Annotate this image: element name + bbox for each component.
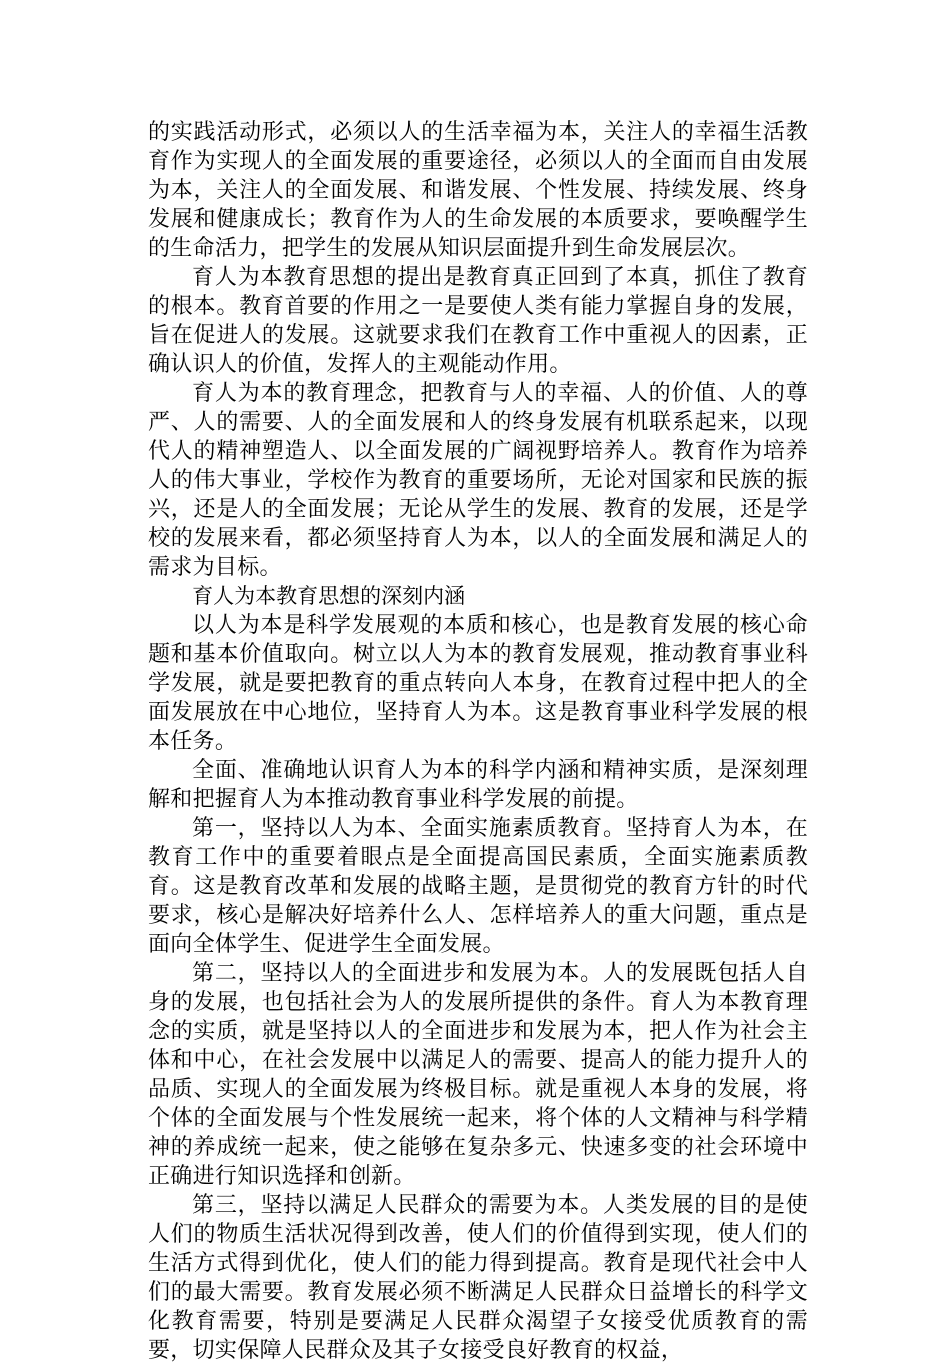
paragraph-point-one: 第一，坚持以人为本、全面实施素质教育。坚持育人为本，在教育工作中的重要着眼点是全面提高国民素质，全面实施素质教育。这是教育改革和发展的战略主题，是贯彻党的教育方针的时代要求，核心是解决好培养什么人、怎样培养人的重大问题，重点是面向全体学生、促进学生全面发展。	[148, 816, 808, 957]
paragraph: 全面、准确地认识育人为本的科学内涵和精神实质，是深刻理解和把握育人为本推动教育事业科学发展的前提。	[148, 758, 808, 812]
paragraph-point-two: 第二，坚持以人的全面进步和发展为本。人的发展既包括人自身的发展，也包括社会为人的发展所提供的条件。育人为本教育理念的实质，就是坚持以人的全面进步和发展为本，把人作为社会主体和中心，在社会发展中以满足人的需要、提高人的能力提升人的品质、实现人的全面发展为终极目标。就是重视人本身的发展，将个体的全面发展与个性发展统一起来，将个体的人文精神与科学精神的养成统一起来，使之能够在复杂多元、快速多变的社会环境中正确进行知识选择和创新。	[148, 961, 808, 1189]
document-body	[148, 118, 808, 1365]
paragraph: 以人为本是科学发展观的本质和核心，也是教育发展的核心命题和基本价值取向。树立以人为本的教育发展观，推动教育事业科学发展，就是要把教育的重点转向人本身，在教育过程中把人的全面发展放在中心地位，坚持育人为本。这是教育事业科学发展的根本任务。	[148, 613, 808, 754]
paragraph-point-three: 第三，坚持以满足人民群众的需要为本。人类发展的目的是使人们的物质生活状况得到改善，使人们的价值得到实现，使人们的生活方式得到优化，使人们的能力得到提高。教育是现代社会中人们的最大需要。教育发展必须不断满足人民群众日益增长的科学文化教育需要，特别是要满足人民群众渴望子女接受优质教育的需要，切实保障人民群众及其子女接受良好教育的权益，	[148, 1193, 808, 1363]
paragraph: 育人为本教育思想的提出是教育真正回到了本真，抓住了教育的根本。教育首要的作用之一是要使人类有能力掌握自身的发展，旨在促进人的发展。这就要求我们在教育工作中重视人的因素，正确认识人的价值，发挥人的主观能动作用。	[148, 265, 808, 377]
section-heading: 育人为本教育思想的深刻内涵	[192, 584, 466, 608]
paragraph: 育人为本的教育理念，把教育与人的幸福、人的价值、人的尊严、人的需要、人的全面发展和人的终身发展有机联系起来，以现代人的精神塑造人、以全面发展的广阔视野培养人。教育作为培养人的伟大事业，学校作为教育的重要场所，无论对国家和民族的振兴，还是人的全面发展；无论从学生的发展、教育的发展，还是学校的发展来看，都必须坚持育人为本，以人的全面发展和满足人的需求为目标。	[148, 381, 808, 580]
paragraph-continuation: 的实践活动形式，必须以人的生活幸福为本，关注人的幸福生活教育作为实现人的全面发展的重要途径，必须以人的全面而自由发展为本，关注人的全面发展、和谐发展、个性发展、持续发展、终身发展和健康成长；教育作为人的生命发展的本质要求，要唤醒学生的生命活力，把学生的发展从知识层面提升到生命发展层次。	[148, 120, 808, 261]
